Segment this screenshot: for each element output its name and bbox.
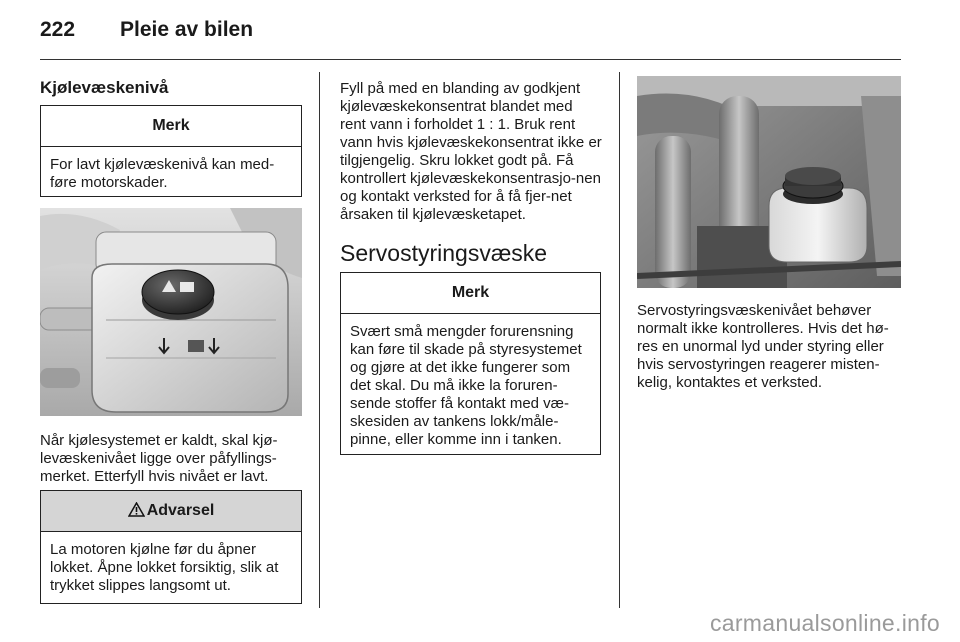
warning-text: La motoren kjølne før du åpner lokket. Åpne lokket forsiktig, slik at trykket slippes langsomt ut.	[50, 541, 279, 594]
note-text: Svært små mengder forurensning kan føre til skade på styresystemet og gjøre at det ikke fungerer som det skal. Du må ikke la foruren-sende stoffer få kontakt med væ-skesiden av tankens lokk/måle-pinne, eller komme inn i tanken.	[350, 323, 582, 448]
column-divider	[319, 72, 320, 608]
coolant-reservoir-photo	[40, 208, 302, 416]
note-text: For lavt kjølevæskenivå kan med-føre motorskader.	[50, 156, 275, 191]
warning-triangle-icon	[128, 493, 145, 533]
coolant-note-box	[40, 105, 302, 197]
column-divider	[619, 72, 620, 608]
coolant-heading: Kjølevæskenivå	[40, 78, 169, 97]
note-title: Merk	[41, 106, 301, 147]
coolant-refill-paragraph: Fyll på med en blanding av godkjent kjølevæskekonsentrat blandet med rent vann i forholdet 1 : 1. Bruk rent vann hvis kjølevæskekonsentrat ikke er tilgjengelig. Skru lokket godt på. Få kontrollert kjølevæskekonsentrasjo-nen og kontakt verksted for å få fjer-net årsaken til kjølevæsketapet.	[340, 80, 602, 223]
warning-title: Advarsel	[146, 502, 215, 519]
note-title: Merk	[341, 273, 600, 314]
chapter-title: Pleie av bilen	[120, 18, 254, 41]
power-steering-reservoir-photo	[637, 76, 901, 288]
coolant-warning-box	[40, 490, 302, 604]
coolant-check-paragraph: Når kjølesystemet er kaldt, skal kjø-levæskenivået ligge over påfyllings-merket. Etterfyll hvis nivået er lavt.	[40, 432, 278, 485]
warning-header	[41, 491, 301, 532]
header-rule	[40, 59, 901, 60]
power-steering-paragraph: Servostyringsvæskenivået behøver normalt ikke kontrolleres. Hvis det hø-res en unormal lyd under styring eller hvis servostyringen reagerer misten-kelig, kontaktes et verksted.	[637, 302, 889, 391]
page-number: 222	[40, 18, 76, 41]
watermark: carmanualsonline.info	[709, 610, 940, 636]
power-steering-note-box	[340, 272, 601, 455]
power-steering-heading: Servostyringsvæske	[340, 240, 548, 266]
